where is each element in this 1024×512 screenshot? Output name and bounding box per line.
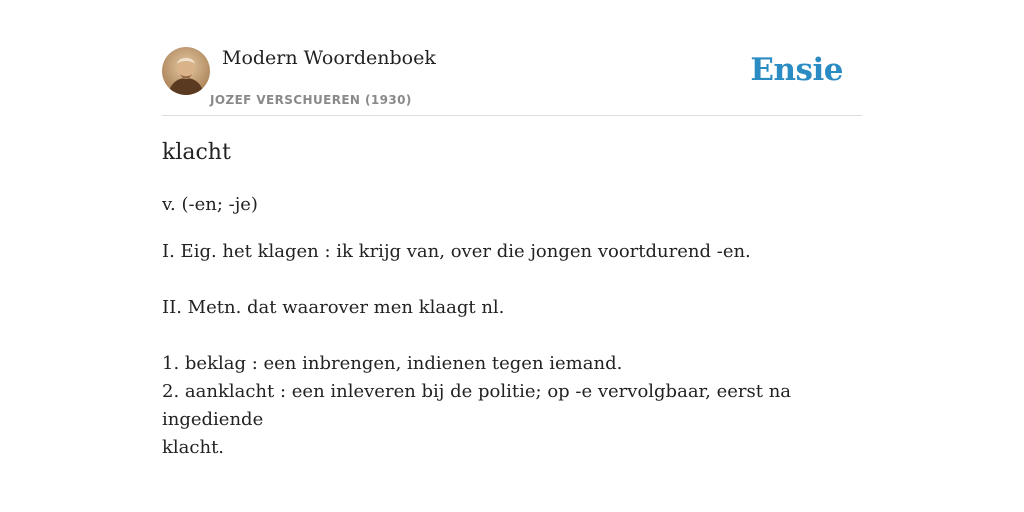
definition-line: 2. aanklacht : een inleveren bij de politie; op -e vervolgbaar, eerst na ingediende [162,381,792,430]
author-portrait-icon[interactable] [162,47,210,95]
definition-line [162,266,862,294]
entry-card [162,46,862,458]
author-name[interactable]: JOZEF VERSCHUEREN (1930) [210,93,412,107]
entry-grammar: v. (-en; -je) [162,194,258,215]
entry-word: klacht [162,140,231,165]
definition-line: II. Metn. dat waarover men klaagt nl. [162,297,505,318]
entry-definition [162,238,862,462]
entry-header [162,46,862,116]
definition-line: 1. beklag : een inbrengen, indienen tegen iemand. [162,353,623,374]
definition-line: klacht. [162,437,225,458]
definition-line [162,322,862,350]
book-title[interactable]: Modern Woordenboek [222,47,436,69]
definition-line: I. Eig. het klagen : ik krijg van, over die jongen voortdurend -en. [162,241,751,262]
ensie-logo[interactable]: Ensie [750,52,843,88]
